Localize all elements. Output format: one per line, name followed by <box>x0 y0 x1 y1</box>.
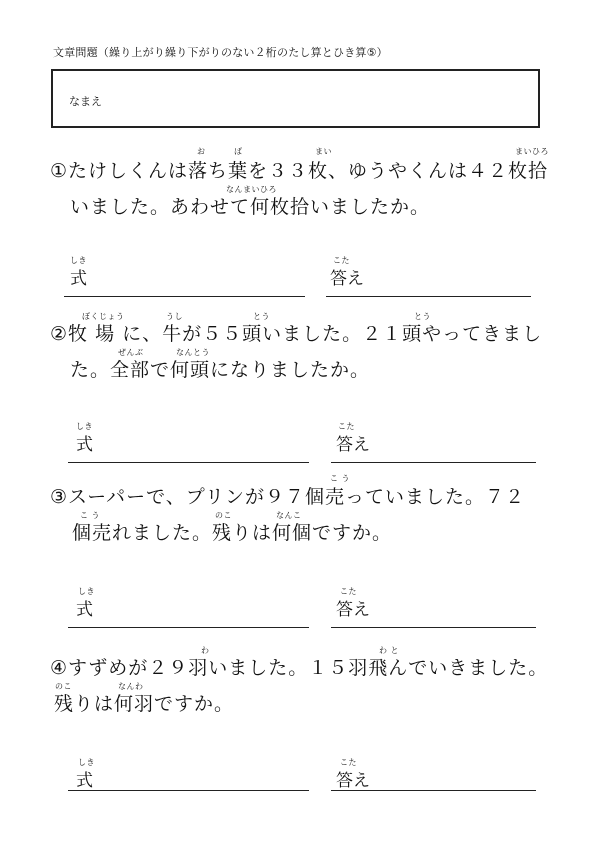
kotae-ruby: こた <box>340 587 357 596</box>
kotae-ruby: こた <box>340 758 357 767</box>
shiki-answer-line[interactable] <box>64 296 305 297</box>
problem-2-line-2: た。全部で何頭になりましたか。 <box>70 359 371 381</box>
ruby: ぜんぶ <box>118 348 144 357</box>
problem-4-line-1: ④すずめが２９羽いました。１５羽飛んでいきました。 <box>50 657 549 679</box>
ruby: のこ <box>55 682 72 691</box>
ruby: まいひろ <box>515 147 549 156</box>
shiki-ruby: しき <box>70 256 87 265</box>
ruby: なんわ <box>118 682 144 691</box>
shiki-ruby: しき <box>78 758 95 767</box>
kotae-label: 答え <box>336 771 370 791</box>
ruby: こ う <box>80 511 101 520</box>
ruby: わ <box>201 646 210 655</box>
ruby: なんとう <box>176 348 210 357</box>
shiki-label: 式 <box>76 435 93 455</box>
problem-3-line-2: 個売れました。残りは何個ですか。 <box>72 522 393 544</box>
ruby: なんまいひろ <box>226 185 277 194</box>
kotae-answer-line[interactable] <box>331 462 536 463</box>
shiki-answer-line[interactable] <box>68 462 309 463</box>
problem-4-line-2: 残りは何羽ですか。 <box>54 693 235 715</box>
ruby: なんこ <box>276 511 302 520</box>
ruby: とう <box>253 312 270 321</box>
ruby: ば <box>234 147 243 156</box>
kotae-answer-line[interactable] <box>331 790 536 791</box>
problem-2-line-1: ②牧 場 に、牛が５５頭いました。２１頭やってきまし <box>50 323 543 345</box>
shiki-answer-line[interactable] <box>68 627 309 628</box>
ruby: のこ <box>215 511 232 520</box>
worksheet-title: 文章問題（繰り上がり繰り下がりのない２桁のたし算とひき算⑤） <box>53 46 388 59</box>
ruby: とう <box>414 312 431 321</box>
ruby: こ う <box>330 474 351 483</box>
problem-1-line-2: いました。あわせて何枚拾いましたか。 <box>70 196 431 218</box>
kotae-ruby: こた <box>338 422 355 431</box>
shiki-label: 式 <box>70 269 87 289</box>
name-box[interactable] <box>51 69 540 128</box>
kotae-ruby: こた <box>333 256 350 265</box>
shiki-label: 式 <box>76 600 93 620</box>
ruby: ぼくじょう <box>82 312 125 321</box>
ruby: お <box>197 147 206 156</box>
ruby: まい <box>315 147 332 156</box>
shiki-label: 式 <box>76 771 93 791</box>
problem-1-line-1: ①たけしくんは落ち葉を３３枚、ゆうやくんは４２枚拾 <box>50 160 549 182</box>
shiki-ruby: しき <box>76 422 93 431</box>
shiki-ruby: しき <box>78 587 95 596</box>
kotae-label: 答え <box>330 269 364 289</box>
ruby: わ と <box>379 646 400 655</box>
kotae-answer-line[interactable] <box>326 296 531 297</box>
kotae-answer-line[interactable] <box>331 627 536 628</box>
name-label: なまえ <box>69 95 102 108</box>
kotae-label: 答え <box>336 600 370 620</box>
shiki-answer-line[interactable] <box>68 790 309 791</box>
problem-3-line-1: ③スーパーで、プリンが９７個売っていました。７２ <box>50 486 525 508</box>
ruby: うし <box>166 312 183 321</box>
kotae-label: 答え <box>336 435 370 455</box>
